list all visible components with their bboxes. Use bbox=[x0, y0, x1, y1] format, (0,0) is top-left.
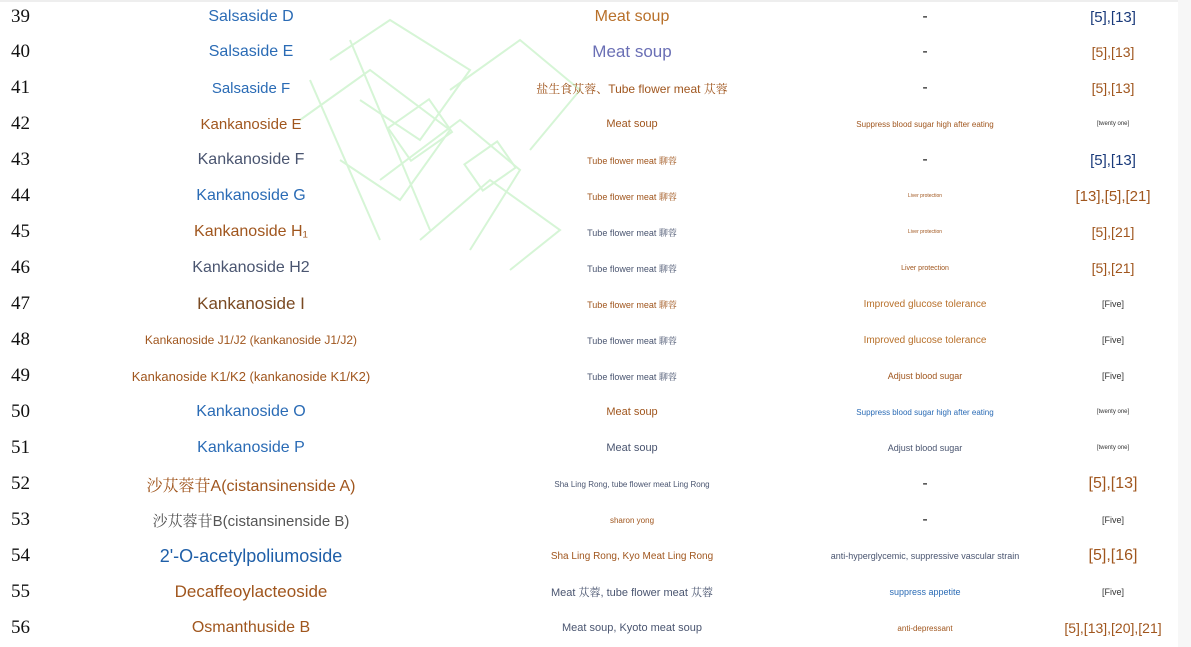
source: Meat soup, Kyoto meat soup bbox=[561, 622, 703, 634]
reference: [5],[13] bbox=[1088, 475, 1138, 492]
source: Meat soup bbox=[592, 42, 672, 61]
compound-name: Kankanoside I bbox=[197, 294, 305, 313]
reference: [twenty one] bbox=[1096, 445, 1130, 451]
reference: [5],[13] bbox=[1090, 151, 1136, 169]
row-number: 47 bbox=[11, 293, 30, 314]
source: Tube flower meat 聊蓉 bbox=[587, 191, 677, 202]
row-number: 53 bbox=[11, 509, 30, 530]
reference: [5],[16] bbox=[1088, 547, 1138, 564]
activity: Improved glucose tolerance bbox=[863, 334, 987, 346]
table-row bbox=[0, 0, 1191, 34]
table-row bbox=[0, 466, 1191, 502]
reference: [5],[13] bbox=[1091, 44, 1135, 60]
row-number: 39 bbox=[11, 6, 30, 27]
activity: suppress appetite bbox=[889, 587, 961, 597]
reference: [5],[21] bbox=[1091, 224, 1135, 240]
table-row bbox=[0, 214, 1191, 250]
activity: Liver protection bbox=[901, 264, 949, 272]
source: Tube flower meat 聊蓉 bbox=[587, 299, 677, 310]
row-number: 49 bbox=[11, 365, 30, 386]
row-number: 44 bbox=[11, 185, 30, 206]
reference: [5],[13],[20],[21] bbox=[1064, 620, 1162, 636]
compound-name: 沙苁蓉苷A(cistansinenside A) bbox=[146, 477, 356, 495]
row-number: 46 bbox=[11, 257, 30, 278]
reference: [Five] bbox=[1101, 587, 1124, 597]
table-row bbox=[0, 394, 1191, 430]
compound-name: 2'-O-acetylpoliumoside bbox=[159, 545, 343, 566]
source: Tube flower meat 聊蓉 bbox=[587, 263, 677, 274]
table-row bbox=[0, 70, 1191, 106]
table-row bbox=[0, 322, 1191, 358]
source: Meat soup bbox=[606, 118, 658, 130]
source: Meat soup bbox=[606, 406, 658, 418]
row-number: 51 bbox=[11, 437, 30, 458]
compound-name: Kankanoside F bbox=[197, 151, 305, 168]
reference: [13],[5],[21] bbox=[1075, 187, 1151, 205]
source: Sha Ling Rong, tube flower meat Ling Rong bbox=[554, 479, 710, 489]
row-number: 41 bbox=[11, 77, 30, 98]
table-row bbox=[0, 358, 1191, 394]
source: Tube flower meat 聊蓉 bbox=[587, 335, 677, 346]
activity: Suppress blood sugar high after eating bbox=[856, 119, 994, 129]
row-number: 54 bbox=[11, 545, 30, 566]
activity: Liver protection bbox=[907, 229, 943, 235]
source: Meat soup bbox=[606, 442, 658, 454]
compound-name: Kankanoside H₁ bbox=[194, 223, 308, 240]
reference: [5],[21] bbox=[1091, 260, 1135, 276]
row-number: 48 bbox=[11, 329, 30, 350]
source: 盐生食苁蓉、Tube flower meat 苁蓉 bbox=[536, 81, 728, 96]
source: Tube flower meat 聊蓉 bbox=[587, 371, 677, 382]
compound-name: Kankanoside E bbox=[200, 115, 302, 133]
source: Sha Ling Rong, Kyo Meat Ling Rong bbox=[550, 550, 714, 562]
compound-name: Kankanoside G bbox=[196, 187, 306, 204]
source: sharon yong bbox=[609, 515, 655, 525]
compound-name: Salsaside E bbox=[208, 43, 294, 60]
source: Tube flower meat 聊蓉 bbox=[587, 155, 677, 166]
row-number: 50 bbox=[11, 401, 30, 422]
source: Meat 苁蓉, tube flower meat 苁蓉 bbox=[551, 587, 713, 599]
table-row bbox=[0, 286, 1191, 322]
activity: Improved glucose tolerance bbox=[863, 298, 987, 310]
reference: [Five] bbox=[1101, 371, 1124, 381]
reference: [5],[13] bbox=[1090, 8, 1136, 26]
activity: - bbox=[922, 511, 928, 528]
table-row bbox=[0, 502, 1191, 538]
reference: [Five] bbox=[1101, 335, 1124, 345]
compound-name: Osmanthuside B bbox=[191, 619, 311, 636]
source: Tube flower meat 聊蓉 bbox=[587, 227, 677, 238]
compound-name: Kankanoside P bbox=[197, 439, 305, 456]
row-number: 45 bbox=[11, 221, 30, 242]
table-row bbox=[0, 178, 1191, 214]
reference: [twenty one] bbox=[1096, 121, 1130, 127]
compound-name: Salsaside F bbox=[211, 79, 291, 97]
activity: Adjust blood sugar bbox=[887, 443, 963, 453]
row-number: 55 bbox=[11, 581, 30, 602]
activity: anti-depressant bbox=[897, 623, 953, 633]
table-row bbox=[0, 430, 1191, 466]
activity: - bbox=[922, 8, 928, 25]
reference: [twenty one] bbox=[1096, 409, 1130, 415]
compound-name: Decaffeoylacteoside bbox=[174, 582, 328, 601]
compound-name: Kankanoside J1/J2 (kankanoside J1/J2) bbox=[144, 333, 358, 347]
table-row bbox=[0, 142, 1191, 178]
row-number: 43 bbox=[11, 149, 30, 170]
table-row bbox=[0, 610, 1191, 646]
activity: Suppress blood sugar high after eating bbox=[856, 407, 994, 417]
compound-name: Kankanoside O bbox=[196, 403, 306, 420]
reference: [Five] bbox=[1101, 299, 1124, 309]
row-number: 42 bbox=[11, 113, 30, 134]
activity: - bbox=[922, 475, 928, 492]
activity: - bbox=[922, 43, 928, 60]
activity: anti-hyperglycemic, suppressive vascular strain bbox=[830, 551, 1020, 561]
activity: Adjust blood sugar bbox=[887, 371, 963, 381]
table-row bbox=[0, 250, 1191, 286]
source: Meat soup bbox=[594, 8, 670, 25]
reference: [Five] bbox=[1101, 515, 1124, 525]
table-row bbox=[0, 34, 1191, 70]
reference: [5],[13] bbox=[1091, 80, 1135, 96]
activity: - bbox=[922, 151, 928, 168]
compound-name: 沙苁蓉苷B(cistansinenside B) bbox=[152, 512, 350, 530]
activity: Liver protection bbox=[907, 193, 943, 199]
table-row bbox=[0, 574, 1191, 610]
table-row bbox=[0, 538, 1191, 574]
row-number: 52 bbox=[11, 473, 30, 494]
compound-name: Kankanoside K1/K2 (kankanoside K1/K2) bbox=[131, 368, 371, 384]
activity: - bbox=[922, 79, 928, 96]
compound-name: Salsaside D bbox=[208, 8, 294, 25]
row-number: 56 bbox=[11, 617, 30, 638]
compound-name: Kankanoside H2 bbox=[192, 259, 310, 276]
row-number: 40 bbox=[11, 41, 30, 62]
table-row bbox=[0, 106, 1191, 142]
